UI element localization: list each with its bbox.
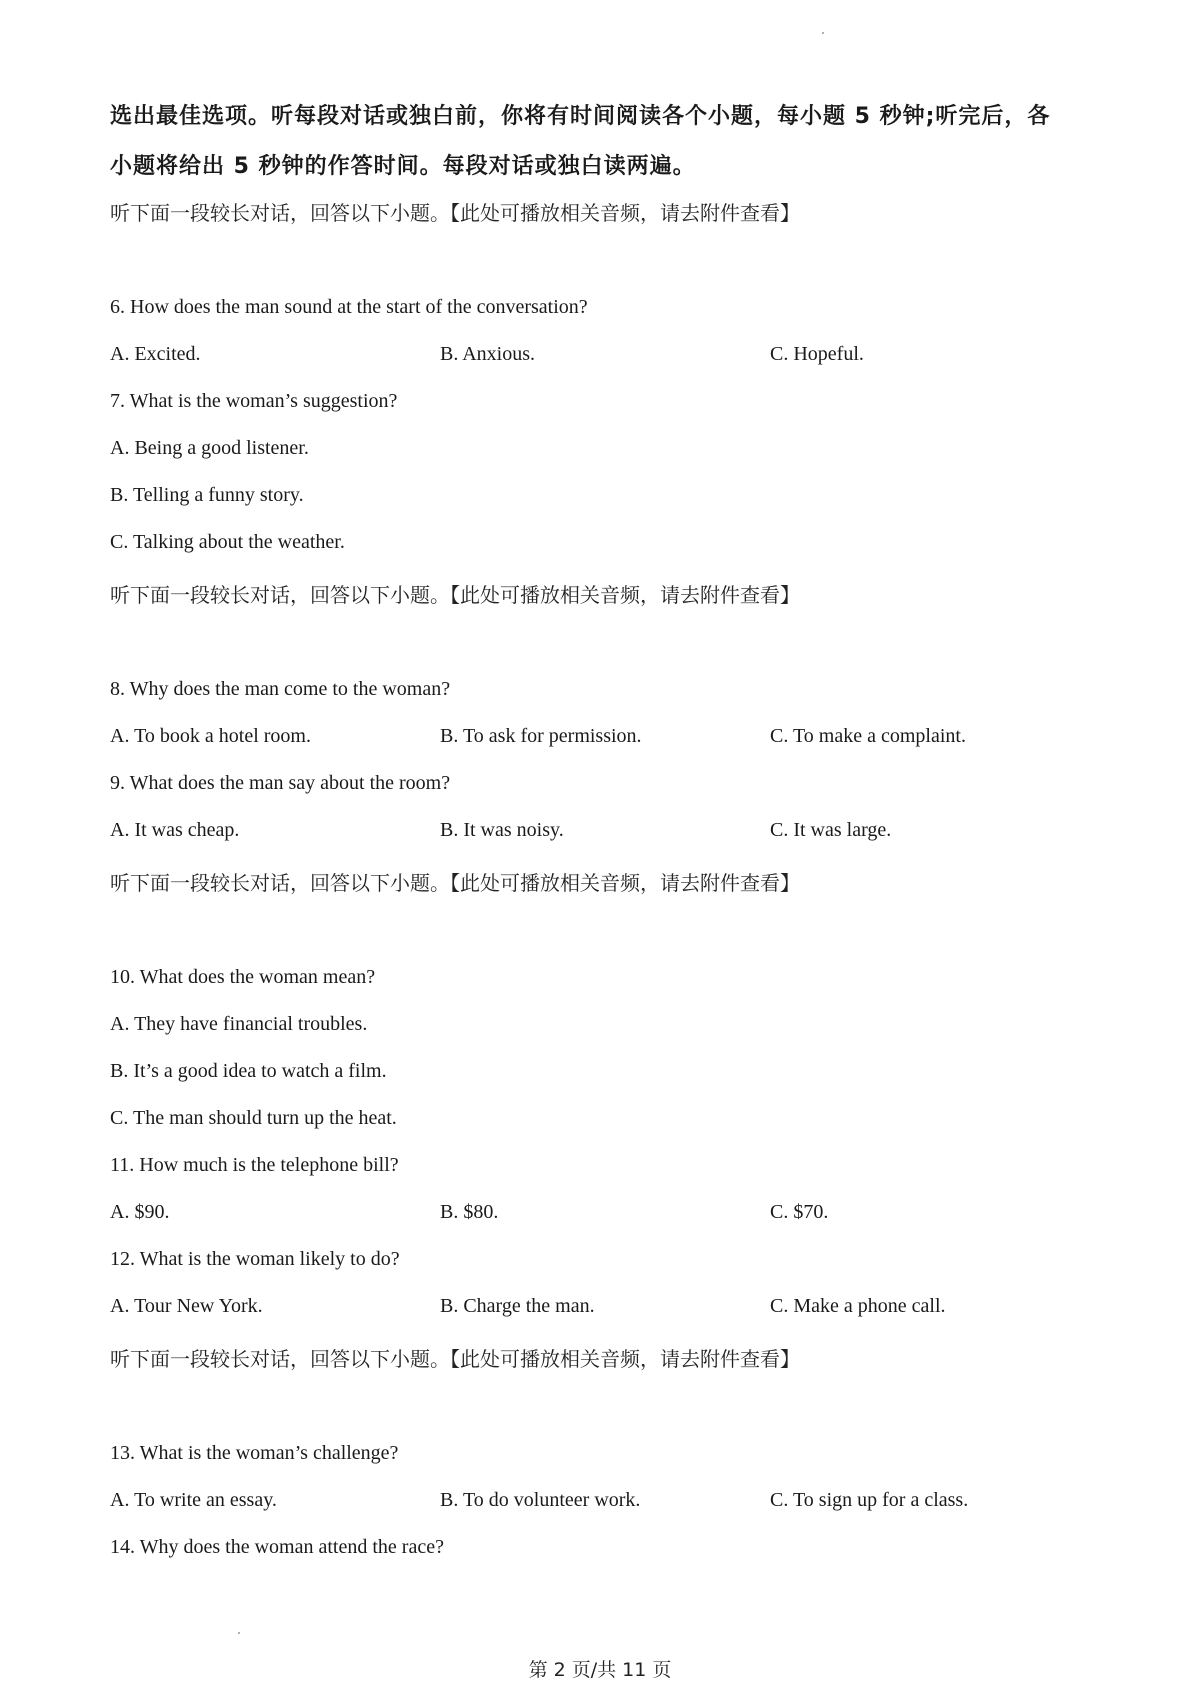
question-stem: 9. What does the man say about the room?	[110, 772, 451, 794]
answer-option: C. It was large.	[770, 819, 892, 841]
options-row	[110, 339, 1110, 386]
answer-option: A. Tour New York.	[110, 1295, 263, 1317]
answer-option: B. To do volunteer work.	[440, 1489, 641, 1511]
answer-option: B. To ask for permission.	[440, 725, 642, 747]
answer-option: A. To write an essay.	[110, 1489, 277, 1511]
answer-option: A. It was cheap.	[110, 819, 240, 841]
listening-prompt: 听下面一段较长对话，回答以下小题。【此处可播放相关音频，请去附件查看】	[110, 871, 800, 895]
answer-option: B. Charge the man.	[440, 1295, 595, 1317]
answer-option: B. It’s a good idea to watch a film.	[110, 1060, 387, 1082]
answer-option: C. To make a complaint.	[770, 725, 966, 747]
question-stem: 7. What is the woman’s suggestion?	[110, 390, 398, 412]
question-stem: 11. How much is the telephone bill?	[110, 1154, 399, 1176]
answer-option: C. Talking about the weather.	[110, 531, 345, 553]
section-gap	[110, 1374, 1110, 1438]
question-stem: 12. What is the woman likely to do?	[110, 1248, 400, 1270]
answer-option: A. $90.	[110, 1201, 170, 1223]
options-row	[110, 1197, 1110, 1244]
answer-option: C. Make a phone call.	[770, 1295, 946, 1317]
answer-option: A. To book a hotel room.	[110, 725, 311, 747]
answer-option: A. Being a good listener.	[110, 437, 309, 459]
question-stem: 14. Why does the woman attend the race?	[110, 1536, 444, 1558]
page-footer: 第 2 页/共 11 页	[528, 1659, 672, 1681]
scan-speck	[822, 32, 824, 34]
scan-speck	[238, 1632, 240, 1634]
answer-option: B. It was noisy.	[440, 819, 564, 841]
listening-section	[110, 1344, 1110, 1579]
options-row	[110, 1291, 1110, 1338]
answer-option: C. $70.	[770, 1201, 829, 1223]
page-content	[110, 92, 1110, 1579]
answer-option: B. Telling a funny story.	[110, 484, 304, 506]
question-stem: 10. What does the woman mean?	[110, 966, 376, 988]
answer-option: C. The man should turn up the heat.	[110, 1107, 397, 1129]
section-gap	[110, 898, 1110, 962]
question-sections	[110, 198, 1110, 1579]
listening-section	[110, 580, 1110, 862]
listening-prompt: 听下面一段较长对话，回答以下小题。【此处可播放相关音频，请去附件查看】	[110, 583, 800, 607]
answer-option: C. To sign up for a class.	[770, 1489, 969, 1511]
section-gap	[110, 228, 1110, 292]
listening-prompt: 听下面一段较长对话，回答以下小题。【此处可播放相关音频，请去附件查看】	[110, 1347, 800, 1371]
answer-option: B. Anxious.	[440, 343, 536, 365]
instruction-line-2: 小题将给出 5 秒钟的作答时间。每段对话或独白读两遍。	[110, 154, 696, 179]
options-row	[110, 815, 1110, 862]
question-stem: 6. How does the man sound at the start of the conversation?	[110, 296, 588, 318]
listening-section	[110, 868, 1110, 1338]
answer-option: C. Hopeful.	[770, 343, 864, 365]
listening-section	[110, 198, 1110, 574]
section-gap	[110, 610, 1110, 674]
answer-option: A. They have financial troubles.	[110, 1013, 368, 1035]
listening-prompt: 听下面一段较长对话，回答以下小题。【此处可播放相关音频，请去附件查看】	[110, 201, 800, 225]
instruction-line-1: 选出最佳选项。听每段对话或独白前，你将有时间阅读各个小题，每小题 5 秒钟;听完后，各	[110, 104, 1051, 129]
question-stem: 8. Why does the man come to the woman?	[110, 678, 451, 700]
options-row	[110, 1485, 1110, 1532]
answer-option: B. $80.	[440, 1201, 499, 1223]
answer-option: A. Excited.	[110, 343, 201, 365]
options-row	[110, 721, 1110, 768]
question-stem: 13. What is the woman’s challenge?	[110, 1442, 399, 1464]
